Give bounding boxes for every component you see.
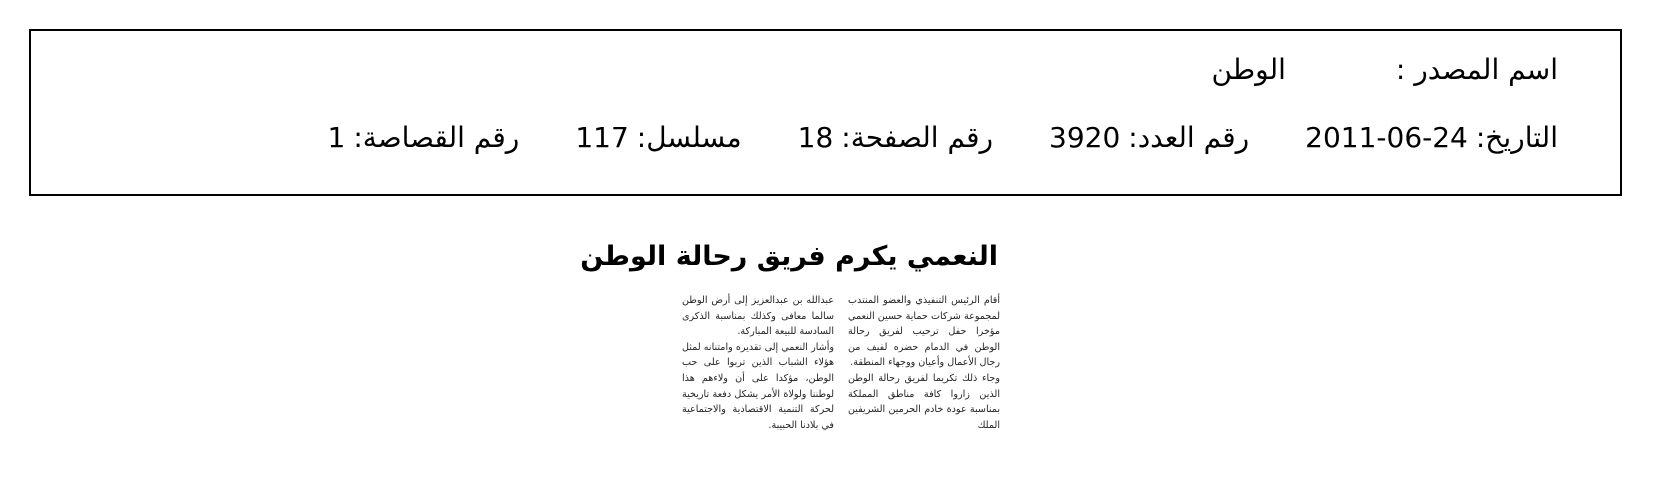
serial-value: 117 [575,121,629,154]
meta-row [328,121,1558,154]
date-value: 2011-06-24 [1305,121,1468,154]
date-label: التاريخ: [1475,121,1558,154]
page-field [798,121,993,154]
article-column-1 [848,293,1000,433]
article-paragraph: وأشار النعمي إلى تقديره وامتنانه لمثل هؤلاء الشباب الذين تربوا على حب الوطن، مؤكدا على أن ولاءهم هذا لوطننا ولولاة الأمر يشكل دفعة تاريخية لحركة التنمية الاقتصادية والاجتماعية في بلادنا الحبيبة. [682,341,834,431]
article-paragraph: عبدالله بن عبدالعزيز إلى أرض الوطن سالما معافى وكذلك بمناسبة الذكرى السادسة للبيعة المباركة. [682,295,834,338]
source-info-box [29,29,1622,196]
clip-label: رقم القصاصة: [353,121,520,154]
issue-value: 3920 [1049,121,1121,154]
issue-label: رقم العدد: [1128,121,1250,154]
date-field [1305,121,1558,154]
clip-value: 1 [327,121,346,154]
issue-field [1049,121,1249,154]
source-row [1212,53,1558,86]
source-value: الوطن [1211,53,1286,86]
page-value: 18 [797,121,834,154]
source-label: اسم المصدر : [1395,53,1558,86]
article-paragraph: وجاء ذلك تكريما لفريق رحالة الوطن الذين زاروا كافة مناطق المملكة بمناسبة عودة خادم الحرمين الشريفين الملك [848,372,1000,431]
clip-field [328,121,520,154]
article-headline: النعمي يكرم فريق رحالة الوطن [580,241,998,272]
news-clipping [580,240,1000,480]
page-label: رقم الصفحة: [841,121,994,154]
serial-label: مسلسل: [636,121,742,154]
serial-field [575,121,741,154]
article-column-2 [682,293,834,433]
article-paragraph: أقام الرئيس التنفيذي والعضو المنتدب لمجموعة شركات حماية حسين النعمي مؤخرا حفل ترحيب لفريق رحالة الوطن في الدمام حضره لفيف من رجال الأعمال وأعيان ووجهاء المنطقة. [848,295,1000,369]
